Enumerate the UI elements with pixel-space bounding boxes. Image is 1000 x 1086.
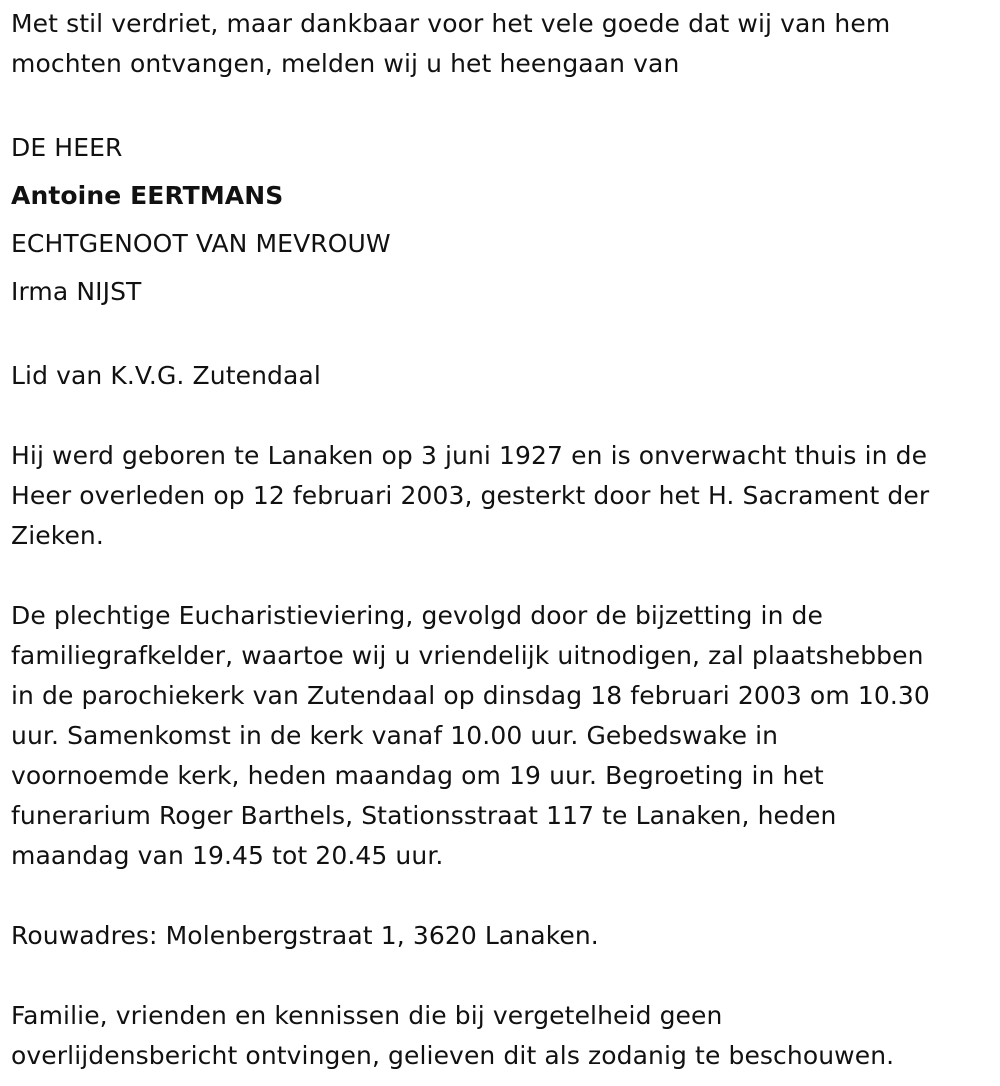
text-line: Hij werd geboren te Lanaken op 3 juni 1927 en is onverwacht thuis in de	[11, 441, 928, 470]
text-line: familiegrafkelder, waartoe wij u vriendelijk uitnodigen, zal plaatshebben	[11, 641, 924, 670]
spouse-name: Irma NIJST	[11, 277, 142, 306]
closing-paragraph	[11, 996, 996, 1076]
intro-paragraph	[11, 4, 996, 84]
spacer	[11, 876, 996, 916]
text-line: overlijdensbericht ontvingen, gelieven dit als zodanig te beschouwen.	[11, 1041, 895, 1070]
text-line: Zieken.	[11, 521, 104, 550]
spouse-label: ECHTGENOOT VAN MEVROUW	[11, 229, 391, 258]
text-line: Lid van K.V.G. Zutendaal	[11, 361, 321, 390]
obituary-notice	[11, 4, 996, 1076]
text-line: uur. Samenkomst in de kerk vanaf 10.00 uur. Gebedswake in	[11, 721, 779, 750]
text-line: De plechtige Eucharistieviering, gevolgd door de bijzetting in de	[11, 601, 824, 630]
text-line: voornoemde kerk, heden maandag om 19 uur. Begroeting in het	[11, 761, 824, 790]
name-block	[11, 124, 996, 316]
membership-paragraph	[11, 356, 996, 396]
text-line: Met stil verdriet, maar dankbaar voor het vele goede dat wij van hem	[11, 9, 891, 38]
birth-death-paragraph	[11, 436, 996, 556]
honorific-title: DE HEER	[11, 133, 123, 162]
address-paragraph	[11, 916, 996, 956]
text-line: maandag van 19.45 tot 20.45 uur.	[11, 841, 444, 870]
spacer	[11, 84, 996, 124]
spacer	[11, 396, 996, 436]
ceremony-paragraph	[11, 596, 996, 876]
text-line: Familie, vrienden en kennissen die bij vergetelheid geen	[11, 1001, 723, 1030]
text-line: funerarium Roger Barthels, Stationsstraat 117 te Lanaken, heden	[11, 801, 837, 830]
spacer	[11, 316, 996, 356]
text-line: mochten ontvangen, melden wij u het heengaan van	[11, 49, 680, 78]
text-line: in de parochiekerk van Zutendaal op dinsdag 18 februari 2003 om 10.30	[11, 681, 930, 710]
spacer	[11, 556, 996, 596]
mourning-address: Rouwadres: Molenbergstraat 1, 3620 Lanaken.	[11, 921, 599, 950]
spacer	[11, 956, 996, 996]
text-line: Heer overleden op 12 februari 2003, gesterkt door het H. Sacrament der	[11, 481, 930, 510]
deceased-name: Antoine EERTMANS	[11, 181, 284, 210]
